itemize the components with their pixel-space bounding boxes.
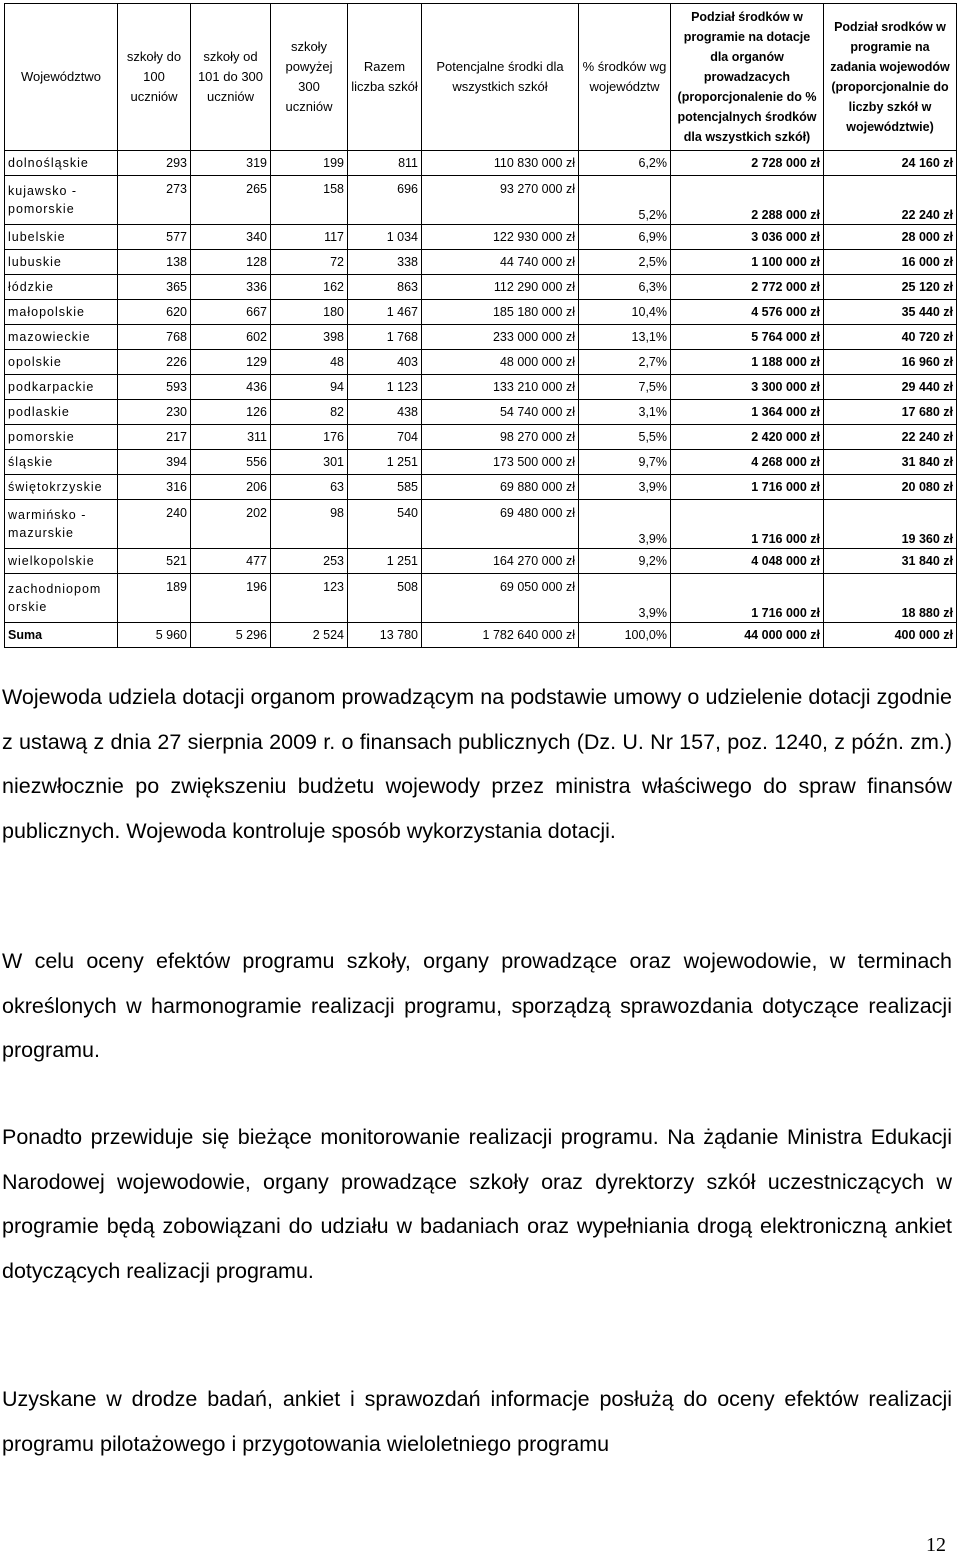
cell-grant-split: 2 288 000 zł [671,176,824,225]
cell-schools-medium: 126 [191,400,271,425]
cell-grant-split: 3 300 000 zł [671,375,824,400]
cell-potential-funds: 112 290 000 zł [422,275,579,300]
cell-total-schools: 585 [348,475,422,500]
cell-schools-small: 293 [118,151,191,176]
cell-percent-funds: 10,4% [579,300,671,325]
cell-potential-funds: 48 000 000 zł [422,350,579,375]
cell-voivode-split: 22 240 zł [824,176,957,225]
cell-grant-split: 1 716 000 zł [671,475,824,500]
cell-schools-large: 180 [271,300,348,325]
cell-potential-funds: 164 270 000 zł [422,549,579,574]
cell-potential-funds: 44 740 000 zł [422,250,579,275]
cell-schools-medium: 206 [191,475,271,500]
cell-schools-large: 72 [271,250,348,275]
cell-potential-funds: 69 480 000 zł [422,500,579,549]
header-voivode-split: Podział srodków w programie na zadania wojewodów (proporcjonalnie do liczby szkół w województwie) [824,4,957,151]
funding-table [4,3,957,648]
cell-voivodeship: śląskie [5,450,118,475]
cell-voivodeship: dolnośląskie [5,151,118,176]
cell-schools-small: 230 [118,400,191,425]
cell-schools-small: 240 [118,500,191,549]
cell-schools-small: 226 [118,350,191,375]
cell-percent-funds: 3,9% [579,500,671,549]
cell-voivodeship: wielkopolskie [5,549,118,574]
cell-schools-medium: 602 [191,325,271,350]
cell-schools-small: 593 [118,375,191,400]
table-row [5,400,957,425]
cell-grant-split: 1 716 000 zł [671,574,824,623]
table-row [5,225,957,250]
cell-schools-small: 768 [118,325,191,350]
header-potential-funds: Potencjalne środki dla wszystkich szkół [422,4,579,151]
cell-total-schools: 1 467 [348,300,422,325]
cell-schools-small: 365 [118,275,191,300]
page-number: 12 [926,1534,946,1556]
cell-percent-funds: 6,2% [579,151,671,176]
cell-schools-large: 117 [271,225,348,250]
cell-schools-large: 2 524 [271,623,348,648]
cell-schools-large: 48 [271,350,348,375]
cell-potential-funds: 133 210 000 zł [422,375,579,400]
cell-potential-funds: 69 050 000 zł [422,574,579,623]
cell-schools-medium: 129 [191,350,271,375]
cell-potential-funds: 233 000 000 zł [422,325,579,350]
cell-percent-funds: 3,9% [579,475,671,500]
table-row [5,574,957,623]
cell-voivode-split: 18 880 zł [824,574,957,623]
table-row [5,475,957,500]
cell-schools-large: 253 [271,549,348,574]
cell-potential-funds: 122 930 000 zł [422,225,579,250]
header-schools-medium: szkoły od 101 do 300 uczniów [191,4,271,151]
cell-schools-medium: 311 [191,425,271,450]
paragraph-evaluation: W celu oceny efektów programu szkoły, organy prowadzące oraz wojewodowie, w terminach określonych w harmonogramie realizacji programu, sporządzą sprawozdania dotyczące realizacji programu. [2,949,952,1062]
cell-schools-large: 94 [271,375,348,400]
cell-percent-funds: 5,2% [579,176,671,225]
cell-schools-medium: 477 [191,549,271,574]
cell-voivodeship: zachodniopom orskie [5,574,118,623]
cell-voivodeship: pomorskie [5,425,118,450]
cell-total-schools: 508 [348,574,422,623]
cell-percent-funds: 3,9% [579,574,671,623]
cell-schools-small: 620 [118,300,191,325]
cell-total-schools: 540 [348,500,422,549]
cell-potential-funds: 173 500 000 zł [422,450,579,475]
cell-schools-small: 316 [118,475,191,500]
cell-potential-funds: 54 740 000 zł [422,400,579,425]
table-row [5,500,957,549]
cell-potential-funds: 1 782 640 000 zł [422,623,579,648]
cell-schools-medium: 667 [191,300,271,325]
cell-voivode-split: 25 120 zł [824,275,957,300]
cell-schools-small: 394 [118,450,191,475]
cell-grant-split: 2 772 000 zł [671,275,824,300]
table-row [5,300,957,325]
cell-voivode-split: 22 240 zł [824,425,957,450]
cell-voivode-split: 400 000 zł [824,623,957,648]
cell-percent-funds: 7,5% [579,375,671,400]
cell-voivodeship: małopolskie [5,300,118,325]
cell-voivode-split: 16 960 zł [824,350,957,375]
table-header-row [5,4,957,151]
header-percent-funds: % środków wg województw [579,4,671,151]
paragraph-grant: Wojewoda udziela dotacji organom prowadzącym na podstawie umowy o udzielenie dotacji zgodnie z ustawą z dnia 27 sierpnia 2009 r. o finansach publicznych (Dz. U. Nr 157, poz. 1240, z późn. zm.) niezwłocznie po zwiększeniu budżetu wojewody przez ministra właściwego do spraw finansów publicznych. Wojewoda kontroluje sposób wykorzystania dotacji. [2,685,952,843]
table-row [5,375,957,400]
cell-voivodeship: podkarpackie [5,375,118,400]
cell-percent-funds: 6,3% [579,275,671,300]
cell-percent-funds: 3,1% [579,400,671,425]
cell-voivodeship: lubelskie [5,225,118,250]
cell-voivode-split: 40 720 zł [824,325,957,350]
cell-grant-split: 4 268 000 zł [671,450,824,475]
cell-voivodeship: świętokrzyskie [5,475,118,500]
cell-grant-split: 5 764 000 zł [671,325,824,350]
cell-total-schools: 704 [348,425,422,450]
cell-schools-medium: 336 [191,275,271,300]
cell-voivode-split: 24 160 zł [824,151,957,176]
cell-schools-large: 199 [271,151,348,176]
cell-voivode-split: 28 000 zł [824,225,957,250]
cell-schools-medium: 319 [191,151,271,176]
cell-potential-funds: 69 880 000 zł [422,475,579,500]
paragraph-results: Uzyskane w drodze badań, ankiet i sprawozdań informacje posłużą do oceny efektów realizacji programu pilotażowego i przygotowania wieloletniego programu [2,1387,952,1456]
cell-voivodeship: warmińsko - mazurskie [5,500,118,549]
cell-voivodeship: opolskie [5,350,118,375]
cell-voivode-split: 31 840 zł [824,450,957,475]
cell-grant-split: 2 420 000 zł [671,425,824,450]
table-row [5,325,957,350]
cell-percent-funds: 9,7% [579,450,671,475]
cell-grant-split: 3 036 000 zł [671,225,824,250]
cell-schools-large: 162 [271,275,348,300]
cell-grant-split: 2 728 000 zł [671,151,824,176]
table-row [5,176,957,225]
cell-percent-funds: 2,5% [579,250,671,275]
cell-potential-funds: 185 180 000 zł [422,300,579,325]
cell-total-schools: 403 [348,350,422,375]
cell-potential-funds: 110 830 000 zł [422,151,579,176]
cell-grant-split: 4 048 000 zł [671,549,824,574]
cell-schools-medium: 128 [191,250,271,275]
cell-schools-large: 98 [271,500,348,549]
cell-grant-split: 1 364 000 zł [671,400,824,425]
cell-total-schools: 338 [348,250,422,275]
cell-potential-funds: 93 270 000 zł [422,176,579,225]
cell-schools-small: 217 [118,425,191,450]
cell-voivode-split: 16 000 zł [824,250,957,275]
header-total-schools: Razem liczba szkół [348,4,422,151]
cell-schools-small: 5 960 [118,623,191,648]
table-row [5,275,957,300]
cell-voivode-split: 31 840 zł [824,549,957,574]
cell-percent-funds: 5,5% [579,425,671,450]
cell-voivodeship: łódzkie [5,275,118,300]
cell-schools-large: 82 [271,400,348,425]
cell-voivodeship: lubuskie [5,250,118,275]
cell-grant-split: 1 188 000 zł [671,350,824,375]
table-row [5,549,957,574]
cell-voivode-split: 35 440 zł [824,300,957,325]
cell-total-schools: 438 [348,400,422,425]
table-row [5,350,957,375]
cell-schools-small: 273 [118,176,191,225]
header-schools-large: szkoły powyżej 300 uczniów [271,4,348,151]
cell-schools-medium: 556 [191,450,271,475]
cell-percent-funds: 9,2% [579,549,671,574]
cell-percent-funds: 100,0% [579,623,671,648]
cell-schools-medium: 265 [191,176,271,225]
cell-schools-large: 63 [271,475,348,500]
cell-total-schools: 1 251 [348,549,422,574]
table-sum-row [5,623,957,648]
header-grant-split: Podział środków w programie na dotacje dla organów prowadzacych (proporcjonalenie do % potencjalnych środków dla wszystkich szkół) [671,4,824,151]
cell-voivodeship: mazowieckie [5,325,118,350]
cell-percent-funds: 2,7% [579,350,671,375]
cell-voivode-split: 19 360 zł [824,500,957,549]
cell-total-schools: 13 780 [348,623,422,648]
cell-grant-split: 1 100 000 zł [671,250,824,275]
cell-schools-medium: 436 [191,375,271,400]
cell-voivode-split: 29 440 zł [824,375,957,400]
cell-schools-small: 521 [118,549,191,574]
table-row [5,425,957,450]
cell-voivode-split: 20 080 zł [824,475,957,500]
cell-schools-medium: 5 296 [191,623,271,648]
cell-total-schools: 1 123 [348,375,422,400]
cell-grant-split: 44 000 000 zł [671,623,824,648]
cell-schools-large: 123 [271,574,348,623]
cell-percent-funds: 13,1% [579,325,671,350]
cell-voivodeship: kujawsko - pomorskie [5,176,118,225]
cell-schools-large: 301 [271,450,348,475]
cell-schools-medium: 202 [191,500,271,549]
cell-schools-small: 577 [118,225,191,250]
cell-grant-split: 4 576 000 zł [671,300,824,325]
table-row [5,151,957,176]
cell-schools-large: 176 [271,425,348,450]
cell-voivode-split: 17 680 zł [824,400,957,425]
cell-voivodeship: Suma [5,623,118,648]
paragraph-monitoring: Ponadto przewiduje się bieżące monitorowanie realizacji programu. Na żądanie Ministra Edukacji Narodowej wojewodowie, organy prowadzące szkoły oraz dyrektorzy szkół uczestniczących w programie będą zobowiązani do udziału w badaniach oraz wypełniania drogą elektroniczną ankiet dotyczących realizacji programu. [2,1125,952,1283]
cell-grant-split: 1 716 000 zł [671,500,824,549]
cell-total-schools: 1 034 [348,225,422,250]
cell-total-schools: 811 [348,151,422,176]
cell-total-schools: 1 251 [348,450,422,475]
table-row [5,250,957,275]
cell-schools-medium: 196 [191,574,271,623]
table-row [5,450,957,475]
cell-voivodeship: podlaskie [5,400,118,425]
cell-potential-funds: 98 270 000 zł [422,425,579,450]
cell-schools-large: 398 [271,325,348,350]
cell-schools-large: 158 [271,176,348,225]
cell-schools-small: 189 [118,574,191,623]
cell-total-schools: 863 [348,275,422,300]
cell-total-schools: 696 [348,176,422,225]
cell-schools-small: 138 [118,250,191,275]
header-schools-small: szkoły do 100 uczniów [118,4,191,151]
cell-schools-medium: 340 [191,225,271,250]
header-voivodeship: Województwo [5,4,118,151]
cell-percent-funds: 6,9% [579,225,671,250]
cell-total-schools: 1 768 [348,325,422,350]
